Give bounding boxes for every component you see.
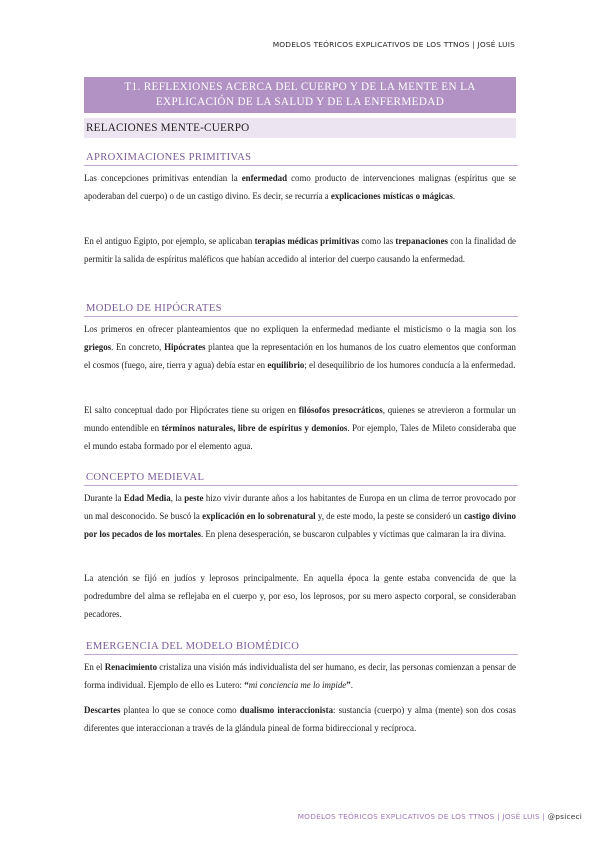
- text-run: El salto conceptual dado por Hipócrates tiene su origen en: [84, 405, 299, 415]
- bold-text: griegos: [84, 342, 112, 352]
- paragraph: [84, 489, 516, 543]
- paragraph: [84, 169, 516, 205]
- section-heading: CONCEPTO MEDIEVAL: [84, 472, 518, 486]
- bold-text: enfermedad: [241, 173, 288, 183]
- text-run: . Por ejemplo, Tales de Mileto consideraba que el mundo estaba formado por el elemento agua.: [84, 423, 517, 451]
- section-heading: EMERGENCIA DEL MODELO BIOMÉDICO: [84, 641, 518, 655]
- bold-text: Edad Media: [123, 493, 171, 503]
- text-run: En el: [84, 662, 105, 672]
- bold-text: filósofos presocráticos: [298, 405, 383, 415]
- text-run: En el antiguo Egipto, por ejemplo, se aplicaban: [84, 236, 255, 246]
- text-run: , la: [170, 493, 185, 503]
- paragraph: [84, 320, 516, 374]
- text-run: como las: [359, 236, 396, 246]
- text-run: , quienes se atrevieron a formular un mundo entendible en: [84, 405, 516, 433]
- text-run: ; el desequilibrio de los humores conducía a la enfermedad.: [304, 360, 516, 370]
- bold-text: peste: [184, 493, 204, 503]
- text-run: Durante la: [84, 493, 124, 503]
- subsection-heading: RELACIONES MENTE-CUERPO: [84, 118, 516, 138]
- text-run: : sustancia (cuerpo) y alma (mente) son dos cosas diferentes que interaccionan a través de la glándula pineal de forma bidireccional y recíproca.: [84, 705, 516, 733]
- paragraph: [84, 701, 516, 737]
- text-run: La atención se fijó en judíos y leprosos principalmente. En aquella época la gente estaba convencida de que la podredumbre del alma se reflejaba en el cuerpo y, por eso, los leprosos, por su mero aspecto corporal, se consideraban pecadores.: [84, 573, 516, 619]
- bold-text: explicaciones místicas o mágicas: [330, 191, 453, 201]
- footer-handle: @psiceci: [547, 812, 582, 821]
- bold-text: Hipócrates: [164, 342, 206, 352]
- bold-text: castigo divino por los pecados de los mortales: [84, 511, 516, 539]
- text-run: cristaliza una visión más individualista del ser humano, es decir, las personas comienzan a pensar de forma individual. Ejemplo de ello es Lutero:: [84, 662, 516, 690]
- bold-text: terapias médicas primitivas: [254, 236, 360, 246]
- chapter-title-line-1: T1. REFLEXIONES ACERCA DEL CUERPO Y DE LA MENTE EN LA: [124, 81, 476, 93]
- text-run: .: [350, 680, 353, 690]
- bold-text: Renacimiento: [104, 662, 158, 672]
- running-footer: [298, 812, 582, 821]
- bold-text: ”: [346, 680, 351, 690]
- bold-text: equilibrio: [267, 360, 305, 370]
- text-run: con la finalidad de permitir la salida de espíritus maléficos que habían accedido al interior del cuerpo causando la enfermedad.: [84, 236, 517, 264]
- bold-text: términos naturales, libre de espíritus y demonios: [161, 423, 348, 433]
- text-run: plantea lo que se conoce como: [120, 705, 240, 715]
- bold-text: trepanaciones: [395, 236, 448, 246]
- bold-text: “: [244, 680, 249, 690]
- text-run: . En concreto,: [111, 342, 165, 352]
- bold-text: dualismo interaccionista: [239, 705, 334, 715]
- section-heading: MODELO DE HIPÓCRATES: [84, 303, 518, 317]
- chapter-title-line-2: EXPLICACIÓN DE LA SALUD Y DE LA ENFERMEDAD: [155, 96, 445, 108]
- paragraph: [84, 569, 516, 623]
- chapter-title-banner: [84, 77, 516, 113]
- text-run: .: [452, 191, 456, 201]
- paragraph: [84, 232, 516, 268]
- section-heading: APROXIMACIONES PRIMITIVAS: [84, 152, 518, 166]
- text-run: y, de este modo, la peste se consideró un: [315, 511, 464, 521]
- bold-text: explicación en lo sobrenatural: [202, 511, 316, 521]
- running-header: MODELOS TEÓRICOS EXPLICATIVOS DE LOS TTNOS | JOSÉ LUIS: [272, 40, 515, 49]
- paragraph: [84, 401, 516, 455]
- text-run: Los primeros en ofrecer planteamientos que no expliquen la enfermedad mediante el misticismo o la magia son los: [84, 324, 516, 334]
- text-run: Las concepciones primitivas entendían la: [84, 173, 242, 183]
- text-run: plantea que la representación en los humanos de los cuatro elementos que conforman el cosmos (fuego, aire, tierra y agua) debía estar en: [84, 342, 516, 370]
- text-run: hizo vivir durante años a los habitantes de Europa en un clima de terror provocado por un mal desconocido. Se buscó la: [84, 493, 517, 521]
- bold-text: Descartes: [84, 705, 121, 715]
- footer-text: MODELOS TEÓRICOS EXPLICATIVOS DE LOS TTNOS | JOSÉ LUIS |: [297, 812, 548, 821]
- paragraph: [84, 658, 516, 694]
- text-run: como producto de intervenciones malignas (espíritus que se apoderaban del cuerpo) o de un castigo divino. Es decir, se recurría a: [84, 173, 516, 201]
- italic-text: mi conciencia me lo impide: [248, 680, 347, 690]
- text-run: . En plena desesperación, se buscaron culpables y víctimas que calmaran la ira divina.: [200, 529, 507, 539]
